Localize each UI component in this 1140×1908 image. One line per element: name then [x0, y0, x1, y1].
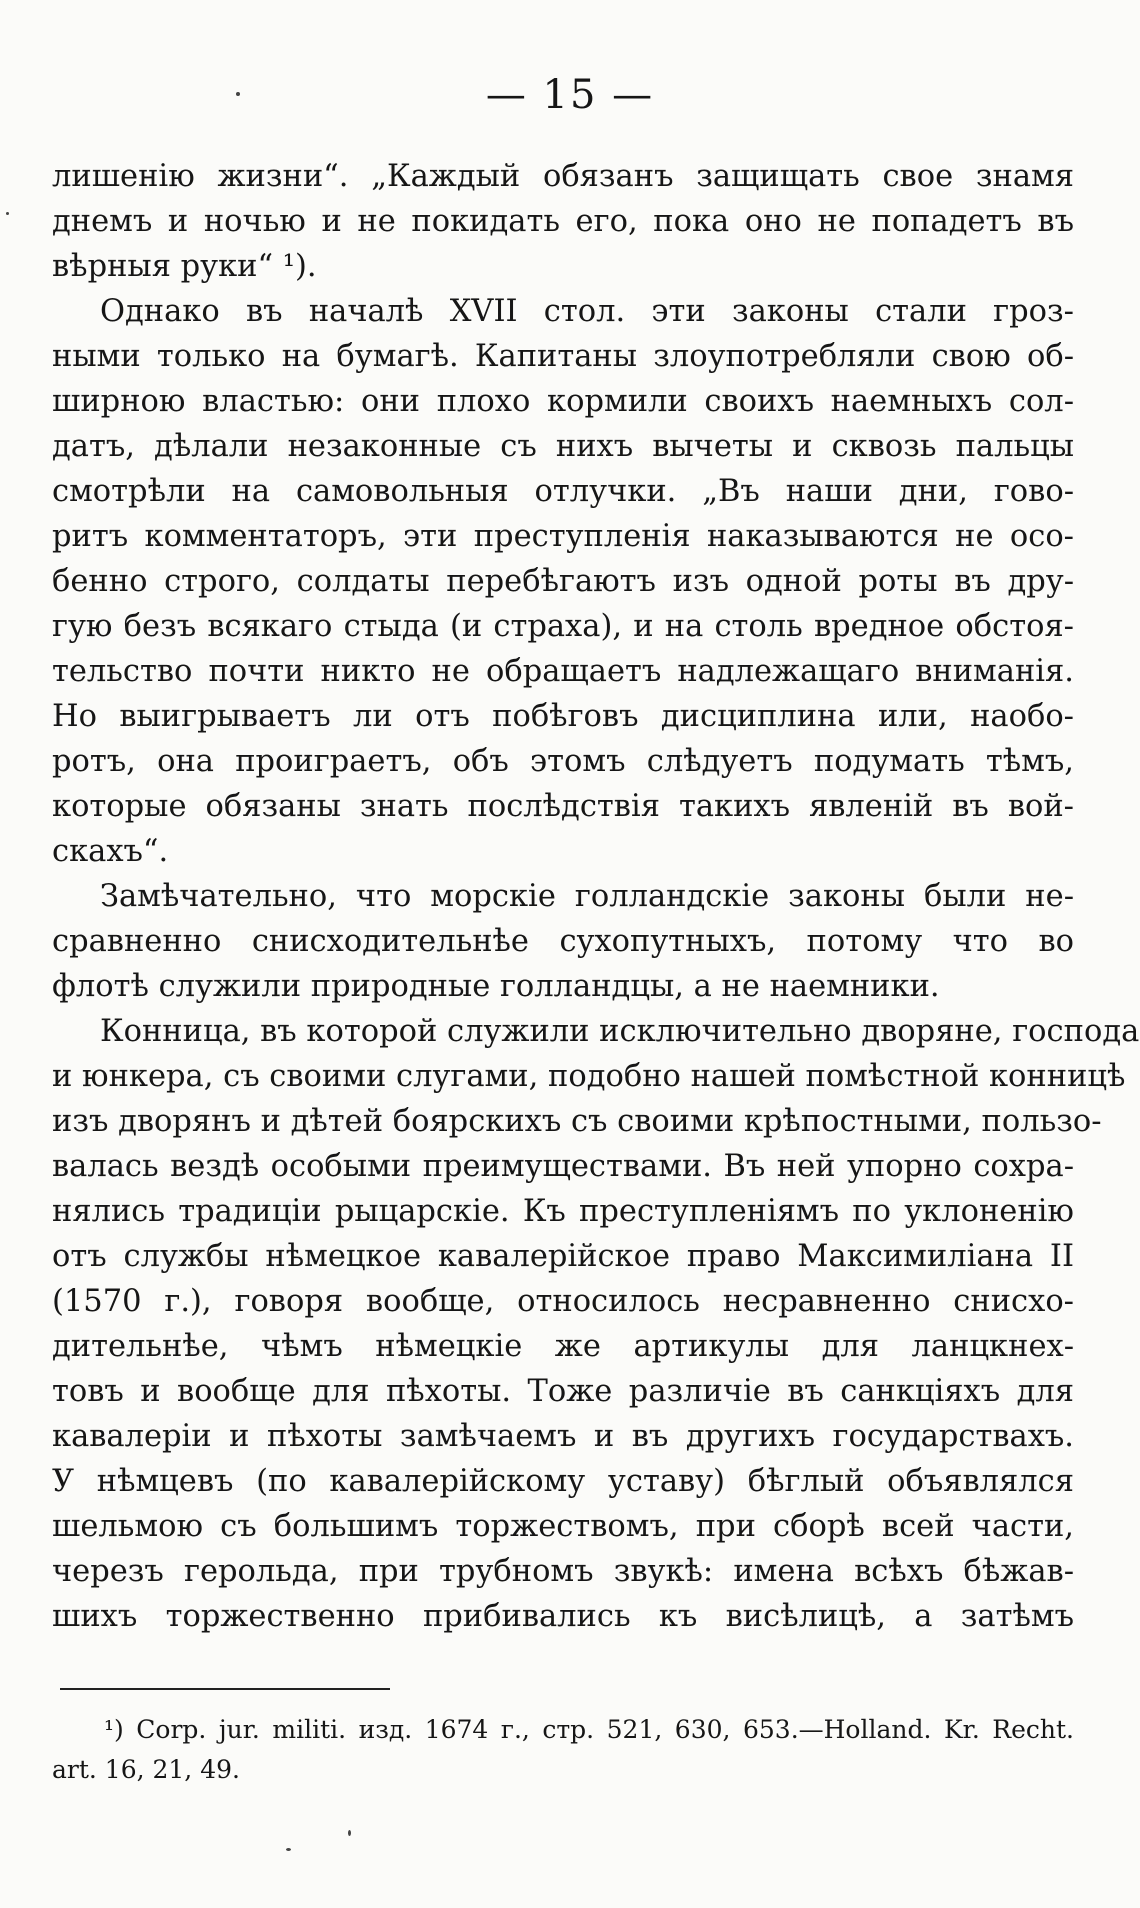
- text-line: ными только на бумагѣ. Капитаны злоупотребляли свою об-: [52, 339, 1074, 374]
- text-line: валась вездѣ особыми преимуществами. Въ ней упорно сохра-: [52, 1149, 1074, 1184]
- text-line: кавалеріи и пѣхоты замѣчаемъ и въ другихъ государствахъ.: [52, 1419, 1074, 1454]
- text-line: тельство почти никто не обращаетъ надлежащаго вниманія.: [52, 654, 1074, 689]
- text-line: Замѣчательно, что морскіе голландскіе законы были не-: [100, 879, 1074, 914]
- print-speck: [286, 1848, 291, 1851]
- text-line: гую безъ всякаго стыда (и страха), и на столь вредное обстоя-: [52, 609, 1074, 644]
- text-line: (1570 г.), говоря вообще, относилось несравненно снисхо-: [52, 1284, 1074, 1319]
- footnote-divider: [60, 1688, 390, 1690]
- text-line: днемъ и ночью и не покидать его, пока оно не попадетъ въ: [52, 204, 1074, 239]
- footnote-line: art. 16, 21, 49.: [52, 1755, 240, 1784]
- text-line: ширною властью: они плохо кормили своихъ наемныхъ сол-: [52, 384, 1074, 419]
- text-line: черезъ герольда, при трубномъ звукѣ: имена всѣхъ бѣжав-: [52, 1554, 1074, 1589]
- text-line: которые обязаны знать послѣдствія такихъ явленій въ вой-: [52, 789, 1074, 824]
- text-line: отъ службы нѣмецкое кавалерійское право Максимиліана II: [52, 1239, 1074, 1274]
- footnotes: [52, 1710, 1074, 1790]
- body-text: [52, 154, 1140, 1639]
- text-line: шихъ торжественно прибивались къ висѣлицѣ, а затѣмъ: [52, 1599, 1074, 1634]
- text-line: изъ дворянъ и дѣтей боярскихъ съ своими крѣпостными, пользо-: [52, 1104, 1102, 1139]
- text-line: сравненно снисходительнѣе сухопутныхъ, потому что во: [52, 924, 1074, 959]
- print-speck: [6, 212, 9, 215]
- print-speck: [236, 92, 240, 96]
- text-line: и юнкера, съ своими слугами, подобно нашей помѣстной конницѣ: [52, 1059, 1126, 1094]
- text-line: дительнѣе, чѣмъ нѣмецкіе же артикулы для ланцкнех-: [52, 1329, 1074, 1364]
- text-line: датъ, дѣлали незаконные съ нихъ вычеты и сквозь пальцы: [52, 429, 1074, 464]
- text-line: нялись традиціи рыцарскіе. Къ преступленіямъ по уклоненію: [52, 1194, 1074, 1229]
- footnote-line: ¹) Corp. jur. militi. изд. 1674 г., стр. 521, 630, 653.—Holland. Kr. Recht.: [104, 1715, 1074, 1744]
- text-line: ротъ, она проиграетъ, объ этомъ слѣдуетъ подумать тѣмъ,: [52, 744, 1074, 779]
- text-line: шельмою съ большимъ торжествомъ, при сборѣ всей части,: [52, 1509, 1074, 1544]
- text-line: У нѣмцевъ (по кавалерійскому уставу) бѣглый объявлялся: [52, 1464, 1074, 1499]
- text-line: Однако въ началѣ XVII стол. эти законы стали гроз-: [100, 294, 1074, 329]
- text-line: смотрѣли на самовольныя отлучки. „Въ наши дни, гово-: [52, 474, 1074, 509]
- text-line: лишенію жизни“. „Каждый обязанъ защищать свое знамя: [52, 159, 1074, 194]
- text-line: вѣрныя руки“ ¹).: [52, 249, 317, 284]
- print-speck: [348, 1830, 351, 1836]
- text-line: Но выигрываетъ ли отъ побѣговъ дисциплина или, наобо-: [52, 699, 1074, 734]
- text-line: ритъ комментаторъ, эти преступленія наказываются не осо-: [52, 519, 1074, 554]
- text-line: флотѣ служили природные голландцы, а не наемники.: [52, 969, 940, 1004]
- text-line: товъ и вообще для пѣхоты. Тоже различіе въ санкціяхъ для: [52, 1374, 1074, 1409]
- text-line: бенно строго, солдаты перебѣгаютъ изъ одной роты въ дру-: [52, 564, 1074, 599]
- text-line: скахъ“.: [52, 834, 169, 869]
- page-number: — 15 —: [485, 72, 655, 118]
- text-line: Конница, въ которой служили исключительно дворяне, господа: [100, 1014, 1140, 1049]
